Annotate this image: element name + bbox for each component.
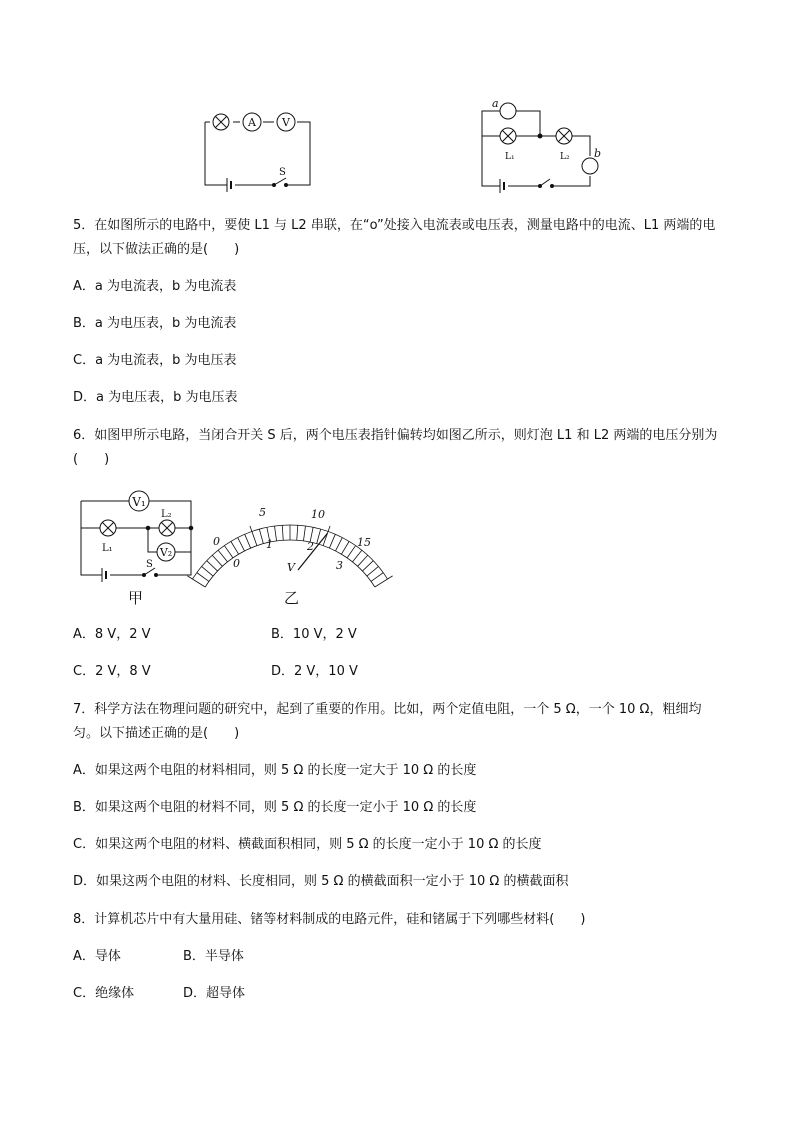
figure-jia-caption: 甲 [128,589,144,607]
dial-tick [367,566,379,576]
circuit-diagram-jia [76,490,201,585]
dial-tick [329,534,335,548]
meter-a-symbol [500,103,516,119]
question-5-option-c: C．a 为电流表，b 为电压表 [73,353,237,368]
dial-tick-15-outer: 15 [357,536,371,549]
lamp-l1-symbol [500,128,516,144]
dial-tick [303,526,305,541]
question-8-option-c: C．绝缘体 [73,986,135,1001]
question-5-stem: 5．在如图所示的电路中，要使 L1 与 L2 串联，在“o”处接入电流表或电压表，测量电路中的电流、L1 两端的电压，以下做法正确的是( ) [73,218,716,257]
lamp-l1-label: L₁ [102,543,113,554]
dial-tick [231,541,239,554]
lamp-l2-symbol [556,128,572,144]
dial-tick [323,526,330,546]
dial-tick [202,566,214,576]
dial-tick [341,541,349,554]
lamp-l2-symbol [159,520,175,536]
dial-tick [317,529,321,543]
voltmeter-label: V [282,116,290,129]
dial-tick-0-outer: 0 [213,535,220,548]
dial-tick [375,576,393,587]
dial-tick [347,546,356,558]
dial-tick [358,555,368,566]
dial-tick [275,526,277,541]
lamp-symbol [213,114,229,130]
meter-b-label: b [594,147,602,160]
question-7-option-a: A．如果这两个电阻的材料相同，则 5 Ω 的长度一定大于 10 Ω 的长度 [73,763,477,778]
dial-tick [224,546,233,558]
dial-tick [218,550,227,562]
figure-yi-caption: 乙 [284,589,300,607]
dial-tick [362,561,373,571]
question-6-option-d: D．2 V，10 V [271,664,358,679]
question-7-option-d: D．如果这两个电阻的材料、长度相同，则 5 Ω 的横截面积一定小于 10 Ω 的横截面积 [73,874,569,889]
dial-tick [238,538,245,551]
lamp-l1-symbol [100,520,116,536]
voltmeter-v1-label: V₁ [132,495,146,509]
dial-tick [371,573,383,582]
dial-tick-3-inner: 3 [336,559,343,572]
dial-tick-1-inner: 1 [266,538,273,551]
question-6-stem: 6．如图甲所示电路，当闭合开关 S 后，两个电压表指针偏转均如图乙所示，则灯泡 L1 和 L2 两端的电压分别为( ) [73,428,718,467]
question-6-option-b: B．10 V，2 V [271,627,357,642]
question-7-option-b: B．如果这两个电阻的材料不同，则 5 Ω 的长度一定小于 10 Ω 的长度 [73,800,477,815]
question-6-option-c: C．2 V，8 V [73,664,151,679]
dial-tick [336,538,343,551]
question-6-option-a: A．8 V，2 V [73,627,151,642]
lamp-l1-label: L₁ [505,152,515,162]
dial-tick [212,555,222,566]
question-5-option-a: A．a 为电流表，b 为电流表 [73,279,237,294]
dial-tick-0-inner: 0 [233,557,240,570]
dial-tick [250,526,257,546]
circuit-diagram-series-meters [200,105,315,190]
circuit-diagram-meters-ab [478,96,608,194]
dial-tick-10-outer: 10 [311,508,325,521]
voltmeter-v2-label: V₂ [159,546,173,559]
question-7-option-c: C．如果这两个电阻的材料、横截面积相同，则 5 Ω 的长度一定小于 10 Ω 的长度 [73,837,542,852]
question-8-option-d: D．超导体 [183,986,246,1001]
meter-b-symbol [582,158,598,174]
question-8-stem: 8．计算机芯片中有大量用硅、锗等材料制成的电路元件，硅和锗属于下列哪些材料( ) [73,912,586,927]
dial-tick [352,550,361,562]
dial-unit-label: V [287,561,295,574]
lamp-l2-label: L₂ [560,152,570,162]
dial-tick [297,525,298,540]
dial-tick-5-outer: 5 [259,506,266,519]
meter-a-label: a [492,97,499,110]
question-8-option-a: A．导体 [73,949,121,964]
dial-tick [207,561,218,571]
dial-tick [282,525,283,540]
switch-label: S [279,167,286,178]
dial-tick [259,529,263,543]
question-5-option-b: B．a 为电压表，b 为电流表 [73,316,237,331]
voltmeter-dial-yi [210,490,370,590]
dial-tick [245,534,251,548]
ammeter-label: A [248,116,256,129]
switch-label: S [146,559,153,570]
question-5-option-d: D．a 为电压表，b 为电压表 [73,390,238,405]
dial-tick-2-inner: 2 [307,540,314,553]
question-8-option-b: B．半导体 [183,949,244,964]
question-7-stem: 7．科学方法在物理问题的研究中，起到了重要的作用。比如，两个定值电阻，一个 5 Ω，一个 10 Ω，粗细均匀。以下描述正确的是( ) [73,702,702,741]
lamp-l2-label: L₂ [161,509,172,520]
